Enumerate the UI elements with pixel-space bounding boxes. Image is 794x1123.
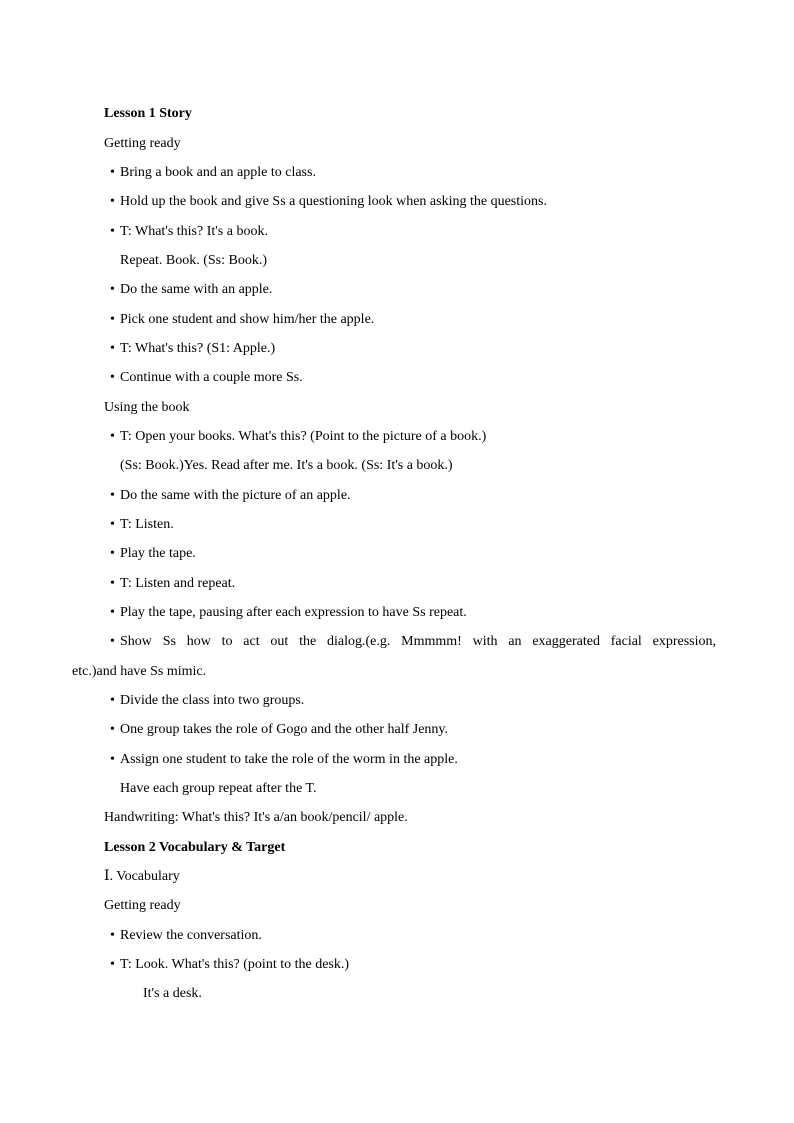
list-item: • T: Listen.: [110, 517, 174, 532]
bullet-icon: •: [110, 957, 115, 972]
list-item: • Review the conversation.: [110, 928, 262, 943]
bullet-icon: •: [110, 605, 115, 620]
list-item: • T: Listen and repeat.: [110, 576, 236, 591]
bullet-icon: •: [110, 165, 115, 180]
bullet-icon: •: [110, 312, 115, 327]
list-item-continuation: Have each group repeat after the T.: [120, 781, 317, 796]
bullet-icon: •: [110, 722, 115, 737]
list-item: • Pick one student and show him/her the apple.: [110, 312, 375, 327]
bullet-icon: •: [110, 576, 115, 591]
list-item-continuation: (Ss: Book.)Yes. Read after me. It's a book. (Ss: It's a book.): [120, 458, 453, 473]
list-item: • Play the tape, pausing after each expression to have Ss repeat.: [110, 605, 467, 620]
bullet-icon: •: [110, 546, 115, 561]
bullet-icon: •: [110, 928, 115, 943]
bullet-icon: •: [110, 634, 115, 649]
handwriting-line: Handwriting: What's this? It's a/an book/pencil/ apple.: [104, 810, 408, 825]
bullet-icon: •: [110, 517, 115, 532]
lesson1-title: Lesson 1 Story: [104, 106, 192, 121]
list-item: • Do the same with the picture of an apple.: [110, 488, 351, 503]
using-the-book-heading: Using the book: [104, 400, 190, 415]
list-item: • Continue with a couple more Ss.: [110, 370, 303, 385]
list-item: • Do the same with an apple.: [110, 282, 273, 297]
list-item: • Play the tape.: [110, 546, 196, 561]
vocabulary-heading: Ⅰ. Vocabulary: [104, 869, 180, 884]
list-item: • Hold up the book and give Ss a questioning look when asking the questions.: [110, 194, 547, 209]
list-item: • Divide the class into two groups.: [110, 693, 305, 708]
list-item-continuation: Repeat. Book. (Ss: Book.): [120, 253, 267, 268]
list-item: • Show Ss how to act out the dialog.(e.g. Mmmmm! with an exaggerated facial expression,: [110, 634, 716, 649]
list-item: • Bring a book and an apple to class.: [110, 165, 316, 180]
list-item: • T: Open your books. What's this? (Point to the picture of a book.): [110, 429, 487, 444]
bullet-icon: •: [110, 693, 115, 708]
bullet-icon: •: [110, 194, 115, 209]
list-item: • Assign one student to take the role of the worm in the apple.: [110, 752, 458, 767]
list-item: • T: What's this? It's a book.: [110, 224, 268, 239]
bullet-icon: •: [110, 341, 115, 356]
list-item: • T: What's this? (S1: Apple.): [110, 341, 276, 356]
list-item-continuation: It's a desk.: [143, 986, 202, 1001]
getting-ready-heading: Getting ready: [104, 136, 181, 151]
lesson2-title: Lesson 2 Vocabulary & Target: [104, 840, 286, 855]
bullet-icon: •: [110, 488, 115, 503]
bullet-icon: •: [110, 224, 115, 239]
bullet-icon: •: [110, 370, 115, 385]
list-item-continuation: etc.)and have Ss mimic.: [72, 664, 207, 679]
list-item: • T: Look. What's this? (point to the desk.): [110, 957, 350, 972]
bullet-icon: •: [110, 282, 115, 297]
list-item: • One group takes the role of Gogo and the other half Jenny.: [110, 722, 448, 737]
bullet-icon: •: [110, 429, 115, 444]
getting-ready-heading-2: Getting ready: [104, 898, 181, 913]
bullet-icon: •: [110, 752, 115, 767]
